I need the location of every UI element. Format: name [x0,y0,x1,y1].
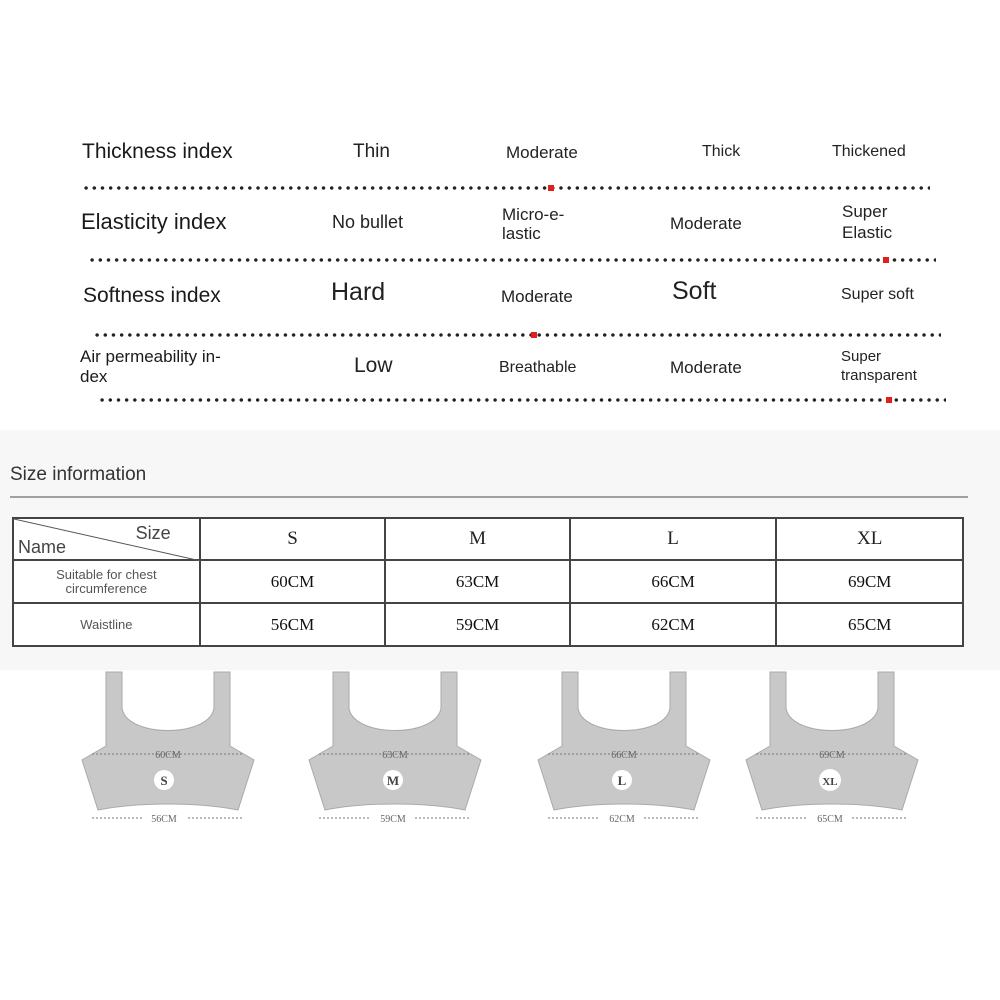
table-row [13,560,963,603]
size-information-title: Size information [10,464,147,485]
diagram-waist-label: 65CM [817,814,843,825]
diagram-chest-label: 69CM [819,750,845,761]
softness-option-moderate: Moderate [501,287,573,306]
air-dotted-scale [98,398,946,402]
waist-value-l: 62CM [570,603,777,646]
chest-value-m: 63CM [385,560,570,603]
elasticity-selected-marker [883,257,889,263]
diagram-chest-label: 66CM [611,750,637,761]
waist-value-s: 56CM [200,603,386,646]
size-table [12,517,964,647]
elasticity-option-super-elastic: Super Elastic [842,202,893,242]
size-header-row [13,518,963,560]
corner-header-cell [13,518,200,560]
garment-shape-icon [82,672,254,810]
diagram-waist-label: 56CM [151,814,177,825]
air-option-super-transparent: Super transparent [841,348,917,384]
air-option-low: Low [354,354,393,377]
table-row [13,603,963,646]
size-header-l: L [570,518,777,560]
thickness-option-thick: Thick [702,143,741,160]
garment-diagram-l [534,668,714,833]
air-option-moderate: Moderate [670,358,742,377]
diagram-size-label: L [617,773,627,788]
garment-diagram-m [305,668,485,833]
softness-selected-marker [531,332,537,338]
garment-diagram-xl [742,668,922,833]
diagram-chest-label: 63CM [382,750,408,761]
row-name-waistline: Waistline [13,603,200,646]
size-title-divider [10,496,968,498]
waist-value-xl: 65CM [776,603,963,646]
softness-option-soft: Soft [672,277,717,305]
corner-size-label: Size [135,523,171,543]
diagram-size-label: XL [822,776,838,788]
air-option-breathable: Breathable [499,359,577,376]
size-header-xl: XL [776,518,963,560]
diagram-waist-label: 59CM [380,814,406,825]
softness-dotted-scale [93,333,941,337]
air-selected-marker [886,397,892,403]
air-permeability-index-label: Air permeability in- dex [80,347,221,386]
softness-option-super-soft: Super soft [841,286,914,303]
elasticity-option-moderate: Moderate [670,214,742,233]
garment-diagram-s [78,668,258,833]
waist-value-m: 59CM [385,603,570,646]
diagram-size-label: S [160,773,168,788]
row-name-chest: Suitable for chest circumference [13,560,200,603]
thickness-option-thickened: Thickened [832,143,906,160]
elasticity-dotted-scale [88,258,936,262]
thickness-option-moderate: Moderate [506,143,578,162]
elasticity-option-no-bullet: No bullet [332,212,404,232]
corner-name-label: Name [18,537,67,557]
thickness-option-thin: Thin [353,141,390,162]
diagram-waist-label: 62CM [609,814,635,825]
chest-value-l: 66CM [570,560,777,603]
thickness-dotted-scale [82,186,930,190]
chest-value-xl: 69CM [776,560,963,603]
size-header-m: M [385,518,570,560]
elasticity-index-label: Elasticity index [81,209,227,234]
size-header-s: S [200,518,386,560]
thickness-selected-marker [548,185,554,191]
elasticity-option-micro-elastic: Micro-e- lastic [502,205,565,243]
diagram-chest-label: 60CM [155,750,181,761]
diagram-size-label: M [386,773,400,788]
softness-index-label: Softness index [83,284,221,307]
chest-value-s: 60CM [200,560,386,603]
softness-option-hard: Hard [331,278,386,306]
thickness-index-label: Thickness index [82,140,233,163]
